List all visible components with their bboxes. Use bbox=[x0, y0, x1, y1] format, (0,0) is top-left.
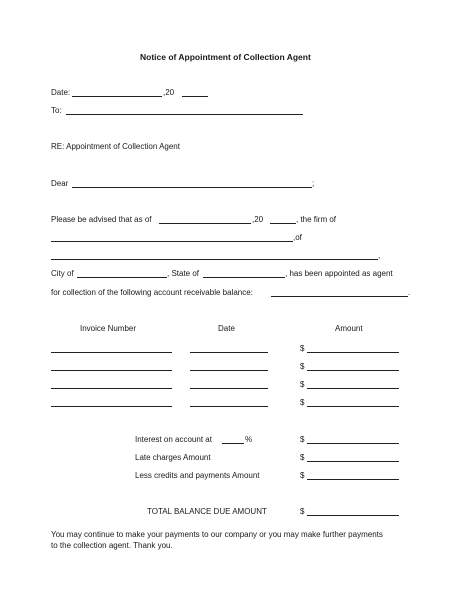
collection-text: for collection of the following account receivable balance: bbox=[51, 288, 253, 297]
dear-label: Dear bbox=[51, 179, 69, 188]
currency-symbol: $ bbox=[300, 344, 305, 353]
currency-symbol: $ bbox=[300, 507, 305, 516]
of-label: ,of bbox=[293, 233, 302, 242]
state-field[interactable] bbox=[203, 277, 285, 278]
percent-sign: % bbox=[245, 435, 253, 444]
collection-period: . bbox=[408, 288, 411, 297]
firm-suffix: , the firm of bbox=[296, 215, 337, 224]
interest-amount-field[interactable] bbox=[307, 443, 399, 444]
year-prefix: ,20 bbox=[163, 88, 175, 97]
firm-name-field[interactable] bbox=[51, 241, 293, 242]
advised-year-field[interactable] bbox=[270, 223, 296, 224]
advised-date-field[interactable] bbox=[159, 223, 251, 224]
amount-field[interactable] bbox=[307, 388, 399, 389]
currency-symbol: $ bbox=[300, 453, 305, 462]
advised-year-prefix: ,20 bbox=[252, 215, 264, 224]
less-credits-field[interactable] bbox=[307, 479, 399, 480]
amount-field[interactable] bbox=[307, 406, 399, 407]
currency-symbol: $ bbox=[300, 398, 305, 407]
advised-text: Please be advised that as of bbox=[51, 215, 152, 224]
footer-line-1: You may continue to make your payments to our company or you may make further payments bbox=[51, 530, 383, 539]
invoice-number-field[interactable] bbox=[51, 370, 172, 371]
invoice-date-field[interactable] bbox=[190, 352, 268, 353]
balance-field[interactable] bbox=[271, 296, 408, 297]
late-charges-label: Late charges Amount bbox=[135, 453, 211, 462]
currency-symbol: $ bbox=[300, 435, 305, 444]
re-line: RE: Appointment of Collection Agent bbox=[51, 142, 180, 151]
to-field[interactable] bbox=[66, 114, 303, 115]
invoice-date-field[interactable] bbox=[190, 370, 268, 371]
year-field[interactable] bbox=[182, 96, 208, 97]
amount-field[interactable] bbox=[307, 352, 399, 353]
total-balance-field[interactable] bbox=[307, 515, 399, 516]
address-comma: , bbox=[378, 251, 381, 260]
city-label: City of bbox=[51, 269, 74, 278]
date-label: Date: bbox=[51, 88, 71, 97]
dear-field[interactable] bbox=[72, 187, 312, 188]
to-label: To: bbox=[51, 106, 62, 115]
currency-symbol: $ bbox=[300, 362, 305, 371]
document-title: Notice of Appointment of Collection Agent bbox=[140, 52, 311, 62]
amount-field[interactable] bbox=[307, 370, 399, 371]
interest-label: Interest on account at bbox=[135, 435, 212, 444]
total-balance-label: TOTAL BALANCE DUE AMOUNT bbox=[147, 507, 267, 516]
address-field[interactable] bbox=[51, 259, 378, 260]
currency-symbol: $ bbox=[300, 471, 305, 480]
late-charges-field[interactable] bbox=[307, 461, 399, 462]
invoice-date-field[interactable] bbox=[190, 388, 268, 389]
invoice-number-field[interactable] bbox=[51, 406, 172, 407]
date-header: Date bbox=[218, 324, 235, 333]
invoice-number-header: Invoice Number bbox=[80, 324, 137, 333]
state-label: , State of bbox=[167, 269, 200, 278]
appointed-text: , has been appointed as agent bbox=[285, 269, 393, 278]
less-credits-label: Less credits and payments Amount bbox=[135, 471, 260, 480]
city-field[interactable] bbox=[77, 277, 167, 278]
date-field[interactable] bbox=[72, 96, 162, 97]
invoice-number-field[interactable] bbox=[51, 388, 172, 389]
amount-header: Amount bbox=[335, 324, 363, 333]
invoice-date-field[interactable] bbox=[190, 406, 268, 407]
currency-symbol: $ bbox=[300, 380, 305, 389]
dear-semicolon: ; bbox=[312, 179, 315, 188]
interest-rate-field[interactable] bbox=[222, 443, 244, 444]
invoice-number-field[interactable] bbox=[51, 352, 172, 353]
footer-line-2: to the collection agent. Thank you. bbox=[51, 541, 173, 550]
